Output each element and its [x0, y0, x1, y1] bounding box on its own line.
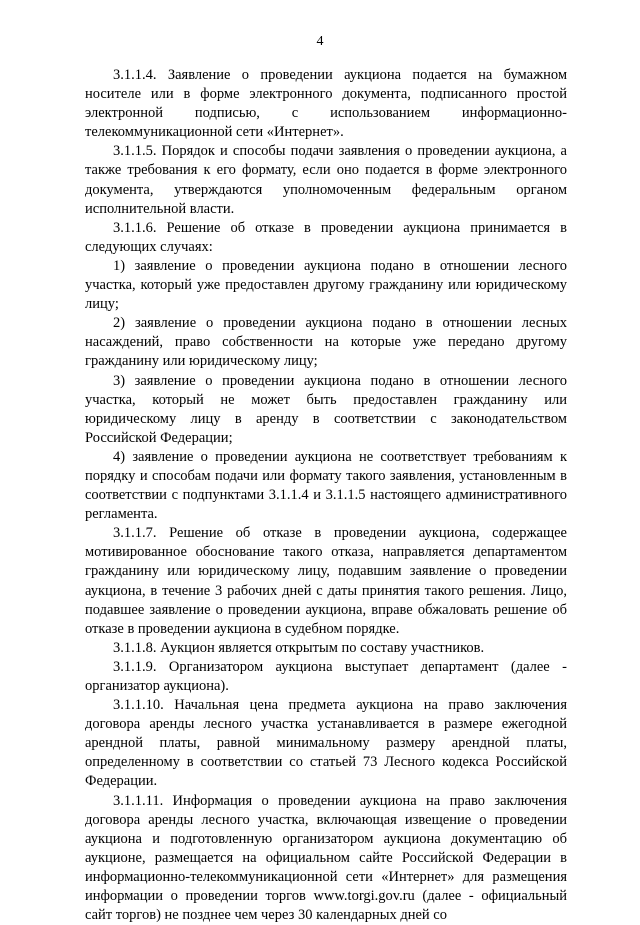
paragraph-3-1-1-9: 3.1.1.9. Организатором аукциона выступает департамент (далее - организатор аукциона).	[85, 658, 567, 694]
list-item-3: 3) заявление о проведении аукциона подано в отношении лесного участка, который не может быть предоставлен гражданину или юридическому лицу в аренду в соответствии с законодательством Российской Федерации;	[85, 372, 567, 446]
paragraph-3-1-1-8: 3.1.1.8. Аукцион является открытым по составу участников.	[113, 639, 485, 656]
paragraph-3-1-1-5: 3.1.1.5. Порядок и способы подачи заявления о проведении аукциона, а также требования к его формату, если оно подается в форме электронного документа, утверждаются уполномоченным федеральным органом исполнительной власти.	[85, 143, 567, 217]
list-item-2: 2) заявление о проведении аукциона подано в отношении лесных насаждений, право собственности на которые уже передано другому гражданину или юридическому лицу;	[85, 315, 567, 370]
paragraph-3-1-1-4: 3.1.1.4. Заявление о проведении аукциона подается на бумажном носителе или в форме электронного документа, подписанного простой электронной подписью, с использованием информационно-телекоммуникационной сети «Интернет».	[85, 67, 567, 141]
page-number: 4	[316, 34, 324, 49]
paragraph-3-1-1-7: 3.1.1.7. Решение об отказе в проведении аукциона, содержащее мотивированное обоснование такого отказа, направляется департаментом гражданину или юридическому лицу, подавшим заявление о проведении аукциона, в течение 3 рабочих дней с даты принятия такого решения. Лицо, подавшее заявление о проведении аукциона, вправе обжаловать решение об отказе в проведении аукциона в судебном порядке.	[85, 525, 567, 637]
paragraph-3-1-1-10: 3.1.1.10. Начальная цена предмета аукциона на право заключения договора аренды лесного участка устанавливается в размере ежегодной арендной платы, равной минимальному размеру арендной платы, определенному в соответствии со статьей 73 Лесного кодекса Российской Федерации.	[85, 697, 567, 790]
list-item-4: 4) заявление о проведении аукциона не соответствует требованиям к порядку и способам подачи или формату такого заявления, установленным в соответствии с подпунктами 3.1.1.4 и 3.1.1.5 настоящего административного регламента.	[85, 448, 567, 523]
document-body	[85, 66, 567, 925]
paragraph-3-1-1-6: 3.1.1.6. Решение об отказе в проведении аукциона принимается в следующих случаях:	[85, 219, 567, 255]
list-item-1: 1) заявление о проведении аукциона подано в отношении лесного участка, который уже предоставлен другому гражданину или юридическому лицу;	[85, 257, 567, 313]
paragraph-3-1-1-11: 3.1.1.11. Информация о проведении аукциона на право заключения договора аренды лесного участка, включающая извещение о проведении аукциона и подготовленную организатором аукциона документацию об аукционе, размещается на официальном сайте Российской Федерации в информационно-телекоммуникационной сети «Интернет» для размещения информации о проведении торгов www.torgi.gov.ru (далее - официальный сайт торгов) не позднее чем через 30 календарных дней со	[85, 792, 567, 924]
